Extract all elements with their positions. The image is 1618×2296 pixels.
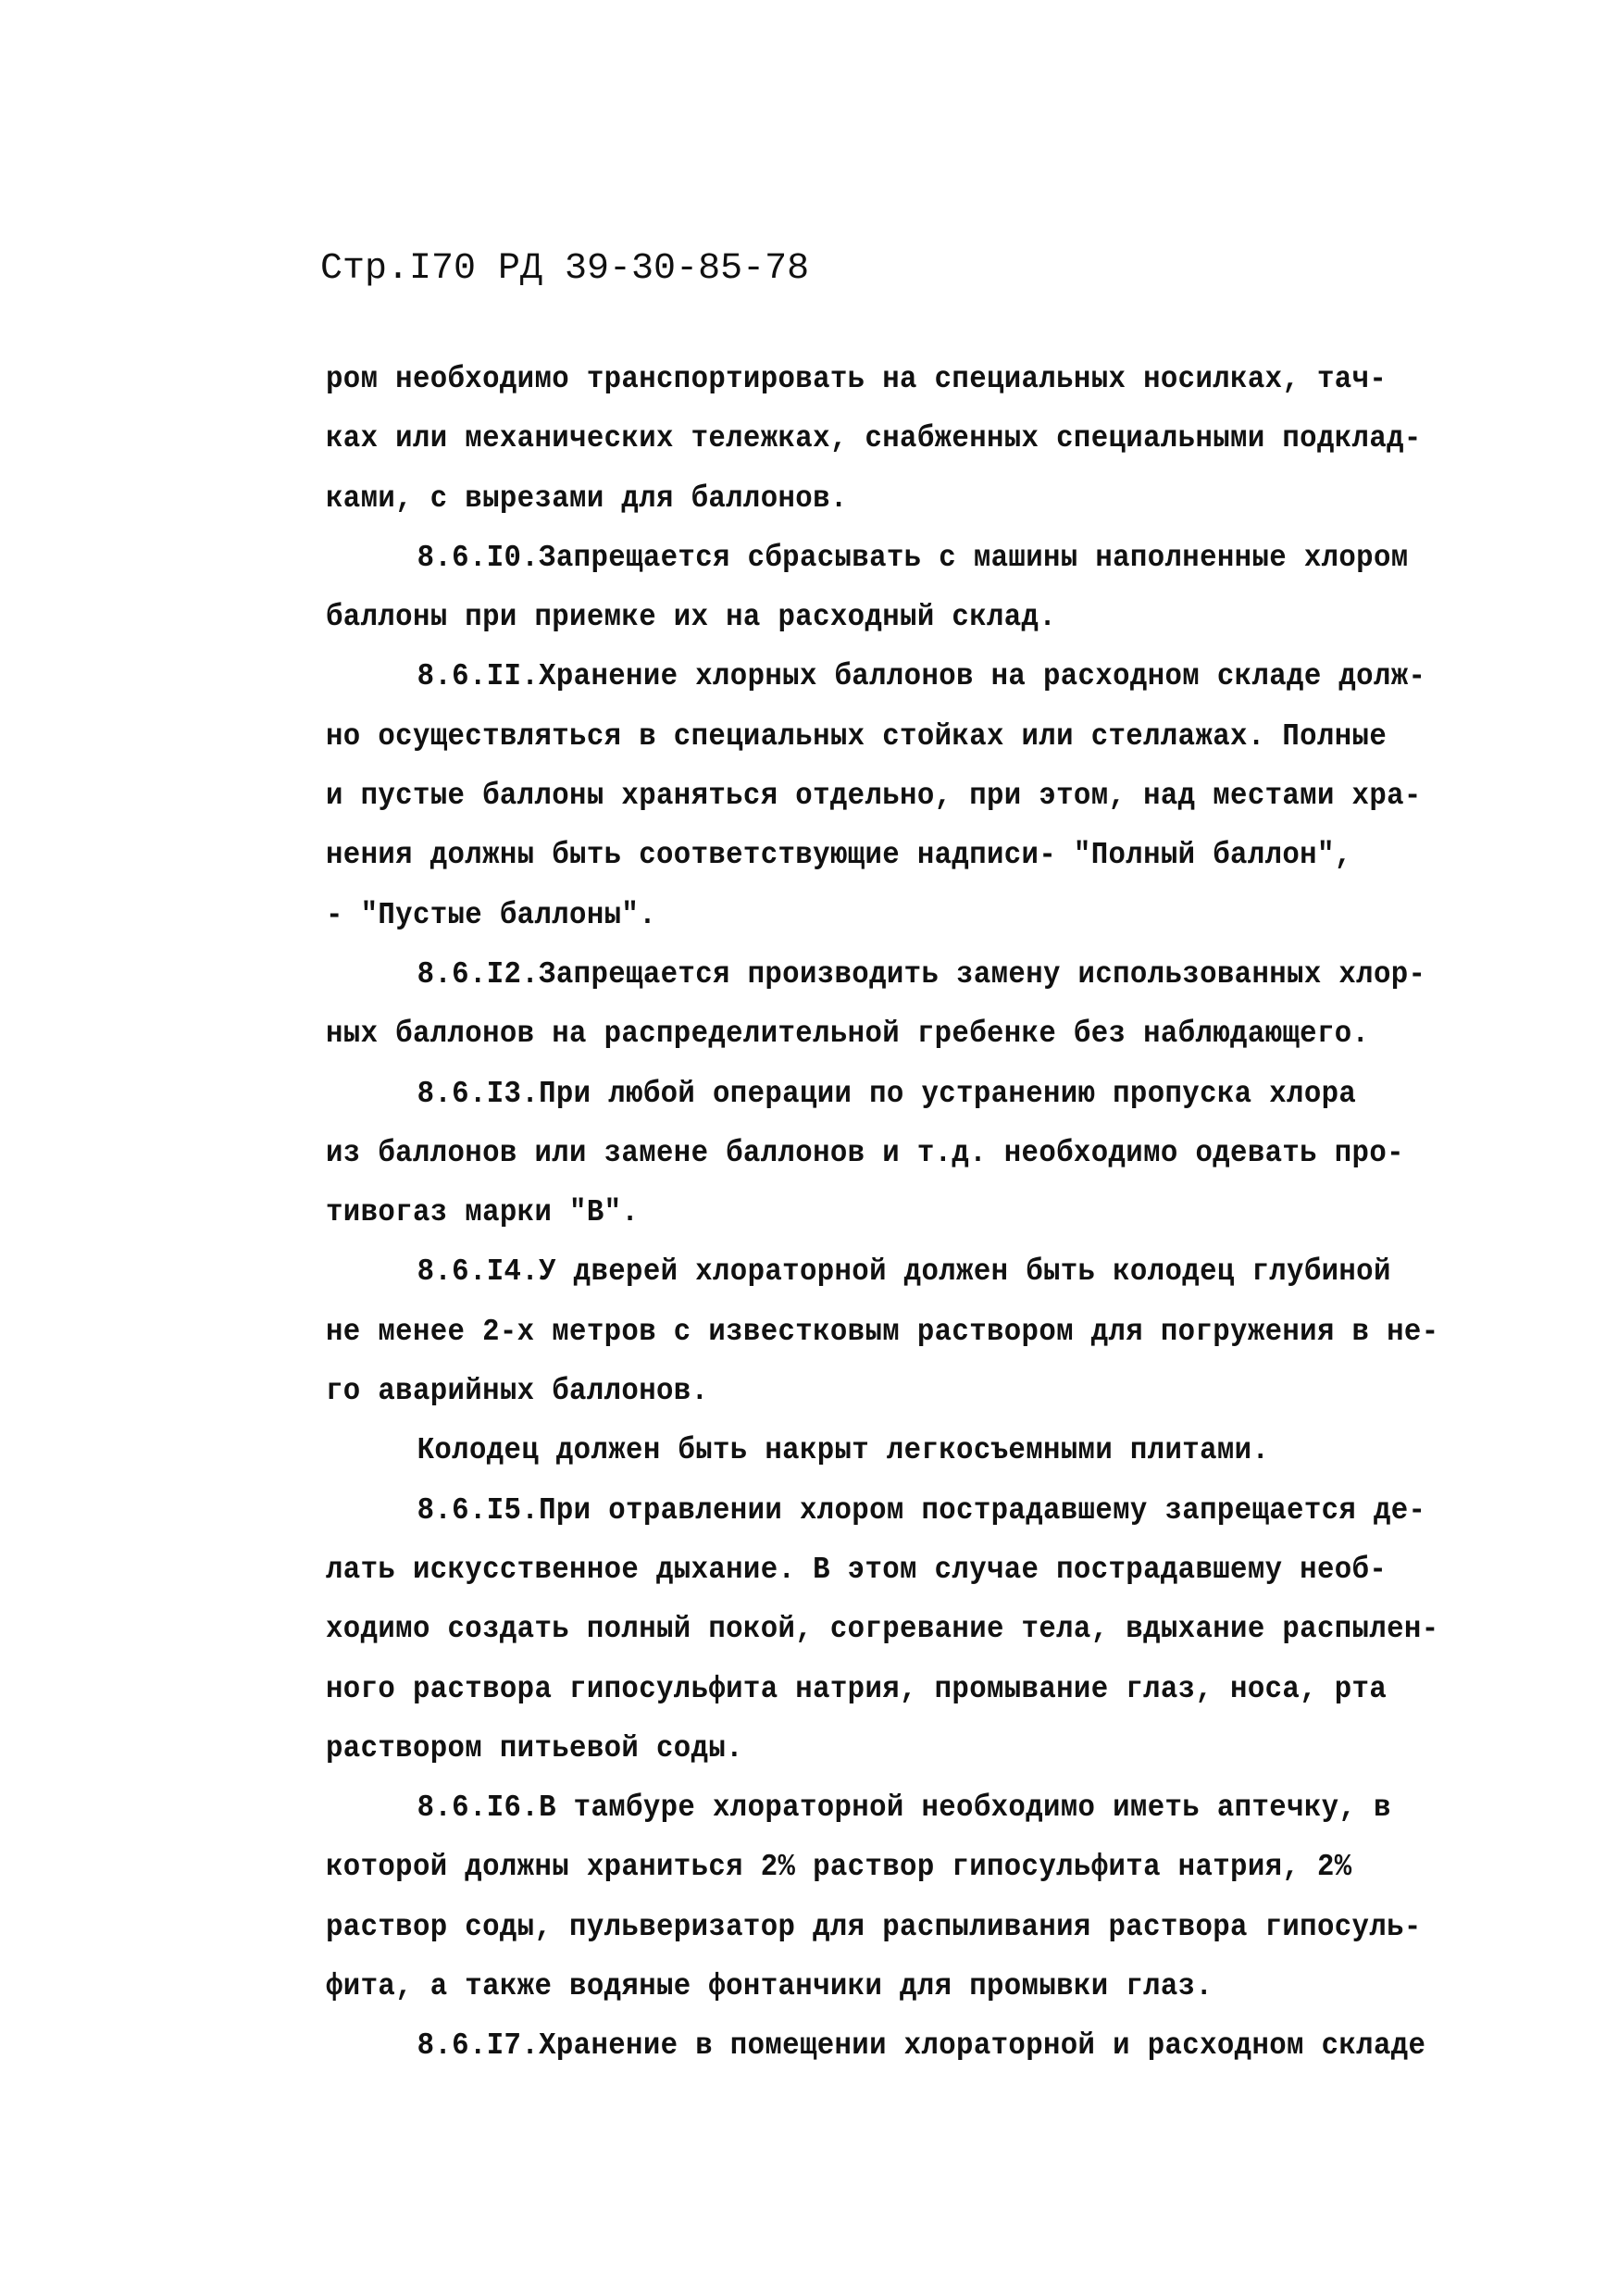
text-line: ных баллонов на распределительной гребенке без наблюдающего. [326,1017,1370,1052]
text-line: которой должны храниться 2% раствор гипосульфита натрия, 2% [326,1850,1352,1885]
clause-8-6-15: 8.6.I5.При отравлении хлором пострадавшему запрещается де- [417,1492,1426,1528]
text-line: фита, а также водяные фонтанчики для промывки глаз. [326,1969,1214,2004]
document-body [326,350,1483,2077]
clause-8-6-17: 8.6.I7.Хранение в помещении хлораторной и расходном складе [417,2028,1426,2064]
text-line: ках или механических тележках, снабженных специальными подклад- [326,421,1422,456]
text-line: ного раствора гипосульфита натрия, промывание глаз, носа, рта [326,1671,1388,1706]
text-line: Колодец должен быть накрыт легкосъемными плитами. [417,1433,1270,1468]
text-line: раствором питьевой соды. [326,1730,743,1766]
text-line: нения должны быть соответствующие надписи- "Полный баллон", [326,838,1352,873]
text-line: и пустые баллоны храняться отдельно, при этом, над местами хра- [326,779,1422,814]
clause-8-6-16: 8.6.I6.В тамбуре хлораторной необходимо иметь аптечку, в [417,1791,1391,1826]
text-line: - "Пустые баллоны". [326,897,657,932]
clause-8-6-11: 8.6.II.Хранение хлорных баллонов на расходном складе долж- [417,659,1426,694]
clause-8-6-10: 8.6.I0.Запрещается сбрасывать с машины наполненные хлором [417,540,1409,575]
text-line: ками, с вырезами для баллонов. [326,480,848,516]
text-line: ром необходимо транспортировать на специальных носилках, тач- [326,362,1388,396]
text-line: тивогаз марки "В". [326,1195,640,1230]
text-line: ходимо создать полный покой, согревание тела, вдыхание распылен- [326,1612,1439,1647]
clause-8-6-14: 8.6.I4.У дверей хлораторной должен быть колодец глубиной [417,1254,1391,1290]
clause-8-6-13: 8.6.I3.При любой операции по устранению пропуска хлора [417,1076,1357,1111]
text-line: не менее 2-х метров с известковым раствором для погружения в не- [326,1314,1439,1349]
text-line: из баллонов или замене баллонов и т.д. необходимо одевать про- [326,1135,1404,1170]
text-line: но осуществляться в специальных стойках или стеллажах. Полные [326,718,1388,754]
text-line: баллоны при приемке их на расходный склад. [326,600,1057,635]
page-header: Стр.I70 РД 39-30-85-78 [320,248,810,290]
text-line: лать искусственное дыхание. В этом случае пострадавшему необ- [326,1552,1388,1587]
text-line: го аварийных баллонов. [326,1374,709,1409]
text-line: раствор соды, пульверизатор для распыливания раствора гипосуль- [326,1909,1422,1944]
clause-8-6-12: 8.6.I2.Запрещается производить замену использованных хлор- [417,956,1426,992]
